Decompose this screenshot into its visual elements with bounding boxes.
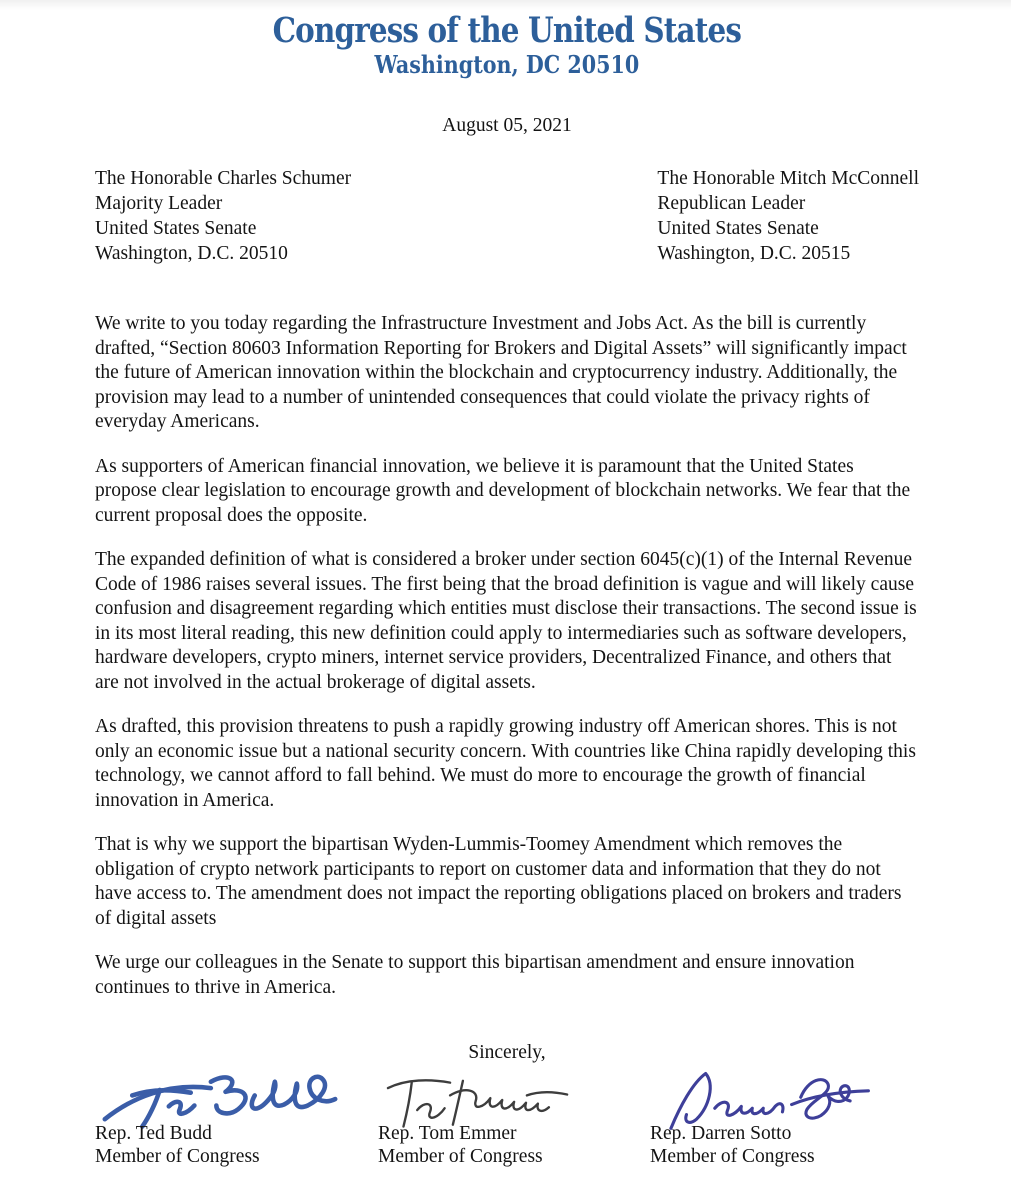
recipient-name: The Honorable Mitch McConnell (657, 168, 919, 189)
recipient-blocks (95, 166, 919, 266)
letterhead-subtitle: Washington, DC 20510 (374, 50, 640, 79)
recipient-right (657, 166, 919, 266)
letter-date: August 05, 2021 (442, 115, 572, 136)
signer-name: Rep. Tom Emmer (378, 1122, 517, 1144)
closing-salutation: Sincerely, (468, 1042, 546, 1063)
letterhead (95, 10, 919, 80)
recipient-address: Washington, D.C. 20510 (95, 243, 288, 264)
body-paragraph: The expanded definition of what is considered a broker under section 6045(c)(1) of the Internal Revenue Code of 1986 raises several issues. The first being that the broad definition is vague and will likely cause confusion and disagreement regarding which entities must disclose their transactions. The second issue is in its most literal reading, this new definition could apply to intermediaries such as software developers, hardware developers, crypto miners, internet service providers, Decentralized Finance, and others that are not involved in the actual brokerage of digital assets. (95, 549, 917, 693)
recipient-address: Washington, D.C. 20515 (657, 243, 851, 264)
signer-title: Member of Congress (650, 1145, 815, 1167)
body-paragraph: As drafted, this provision threatens to push a rapidly growing industry off American shores. This is not only an economic issue but a national security concern. With countries like China rapidly developing this technology, we cannot afford to fall behind. We must do more to encourage the growth of financial innovation in America. (95, 716, 916, 811)
signer-name: Rep. Ted Budd (95, 1122, 212, 1144)
scan-edge-shading (0, 0, 1011, 10)
signer-name: Rep. Darren Sotto (650, 1122, 792, 1144)
signer-title: Member of Congress (95, 1145, 260, 1167)
body-paragraph: As supporters of American financial innovation, we believe it is paramount that the United States propose clear legislation to encourage growth and development of blockchain networks. We fear that the current proposal does the opposite. (95, 455, 911, 526)
recipient-role: Majority Leader (95, 193, 223, 214)
signature-block-ted-budd (95, 1068, 378, 1168)
recipient-org: United States Senate (657, 218, 819, 239)
signature-block-tom-emmer (378, 1068, 650, 1168)
letter-body (95, 312, 919, 1000)
recipient-org: United States Senate (95, 218, 257, 239)
recipient-name: The Honorable Charles Schumer (95, 168, 352, 189)
body-paragraph: We write to you today regarding the Infrastructure Investment and Jobs Act. As the bill is currently drafted, “Section 80603 Information Reporting for Brokers and Digital Assets” will significantly impact the future of American innovation within the blockchain and cryptocurrency industry. Additionally, the provision may lead to a number of unintended consequences that could violate the privacy rights of everyday Americans. (95, 313, 907, 432)
body-paragraph: We urge our colleagues in the Senate to support this bipartisan amendment and ensure innovation continues to thrive in America. (95, 952, 855, 998)
body-paragraph: That is why we support the bipartisan Wyden-Lummis-Toomey Amendment which removes the obligation of crypto network participants to report on customer data and information that they do not have access to. The amendment does not impact the reporting obligations placed on brokers and traders of digital assets (95, 834, 902, 929)
signer-title: Member of Congress (378, 1145, 543, 1167)
recipient-role: Republican Leader (657, 193, 806, 214)
letterhead-title: Congress of the United States (272, 10, 742, 51)
recipient-left (95, 166, 351, 266)
signature-row (95, 1068, 919, 1168)
letterhead-sub-wrap (95, 50, 919, 80)
signature-block-darren-sotto (650, 1068, 919, 1168)
